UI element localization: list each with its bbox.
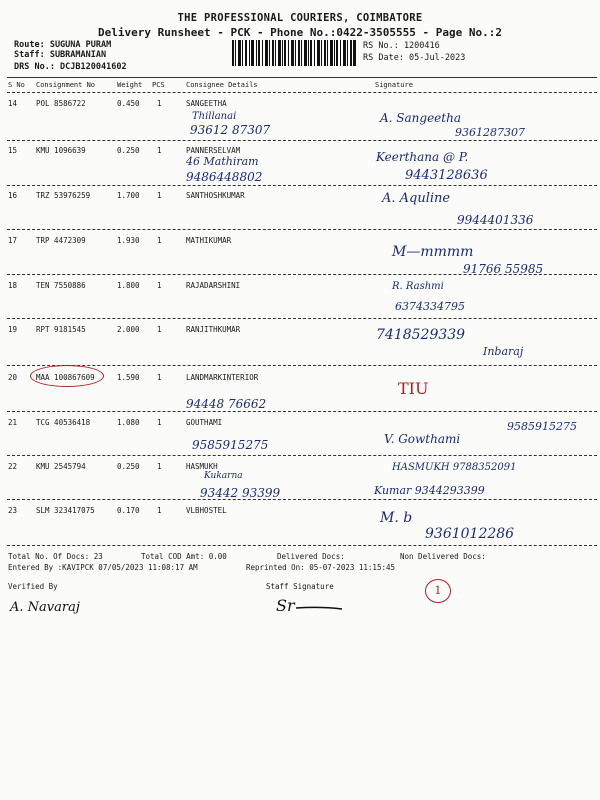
row-divider	[7, 411, 597, 412]
handwritten-note: Thillanai	[192, 111, 237, 122]
row-weight: 1.700	[117, 191, 140, 200]
signature-phone: Kumar 9344293399	[374, 484, 485, 497]
row-divider	[7, 455, 597, 456]
signature-name: R. Rashmi	[392, 281, 444, 292]
row-consignee-name: SANTHOSHKUMAR	[186, 191, 245, 200]
row-weight: 2.000	[117, 325, 140, 334]
barcode-image	[232, 40, 356, 66]
handwritten-phone: 9486448802	[186, 170, 263, 184]
total-cod: Total COD Amt: 0.00	[141, 552, 227, 561]
col-sno: S No	[8, 81, 25, 89]
handwritten-phone: 94448 76662	[186, 397, 267, 411]
row-consignee-name: MATHIKUMAR	[186, 236, 232, 245]
col-consignment: Consignment No	[36, 81, 96, 89]
total-docs: Total No. Of Docs: 23	[8, 552, 103, 561]
row-consignment: TEN 7550886	[36, 281, 86, 290]
handwritten-note: 46 Mathiram	[186, 155, 259, 168]
row-consignee-name: RAJADARSHINI	[186, 281, 241, 290]
signature-name: M. b	[380, 510, 413, 526]
handwritten-phone: 93612 87307	[190, 123, 271, 137]
signature-phone: Inbaraj	[483, 345, 524, 358]
signature-name: HASMUKH 9788352091	[392, 462, 517, 473]
company-name: THE PROFESSIONAL COURIERS, COIMBATORE	[177, 12, 423, 24]
row-divider	[7, 185, 597, 186]
verified-signature: A. Navaraj	[10, 600, 80, 615]
delivered-docs: Delivered Docs:	[277, 552, 345, 561]
row-weight: 0.250	[117, 146, 140, 155]
row-pcs: 1	[157, 506, 162, 515]
signature-phone: 9585915275	[507, 420, 577, 433]
row-weight: 1.930	[117, 236, 140, 245]
row-consignee-name: RANJITHKUMAR	[186, 325, 241, 334]
staff-label: Staff: SUBRAMANIAN	[14, 50, 107, 60]
row-consignee-name: GOUTHAMI	[186, 418, 223, 427]
signature-phone: 6374334795	[395, 300, 465, 313]
handwritten-note: Kukarna	[204, 471, 243, 481]
verified-by-label: Verified By	[8, 582, 58, 591]
row-pcs: 1	[157, 146, 162, 155]
row-consignee-name: SANGEETHA	[186, 99, 227, 108]
row-sno: 22	[8, 462, 18, 471]
row-sno: 23	[8, 506, 18, 515]
signature-phone: 91766 55985	[463, 262, 544, 276]
row-weight: 0.450	[117, 99, 140, 108]
signature-name: 7418529339	[376, 327, 466, 343]
row-divider	[7, 365, 597, 366]
handwritten-phone: 93442 93399	[200, 486, 281, 500]
col-consignee: Consignee Details	[186, 81, 258, 89]
runsheet-title: Delivery Runsheet - PCK - Phone No.:0422-3505555 - Page No.:2	[98, 26, 502, 39]
row-consignment: TRZ 53976259	[36, 191, 91, 200]
row-pcs: 1	[157, 99, 162, 108]
signature-name: V. Gowthami	[384, 432, 461, 446]
signature-name: M—mmmm	[392, 244, 474, 260]
row-weight: 1.800	[117, 281, 140, 290]
row-consignee-name: LANDMARKINTERIOR	[186, 373, 259, 382]
row-divider	[7, 545, 597, 546]
drs-number: DRS No.: DCJB120041602	[14, 62, 127, 72]
row-divider	[7, 499, 597, 500]
staff-signature: Sr	[276, 596, 295, 615]
staff-signature-label: Staff Signature	[266, 582, 334, 591]
row-weight: 0.170	[117, 506, 140, 515]
row-consignment: TRP 4472309	[36, 236, 86, 245]
signature-phone: 9944401336	[457, 213, 534, 227]
row-pcs: 1	[157, 462, 162, 471]
row-consignee-name: VLBHOSTEL	[186, 506, 227, 515]
row-pcs: 1	[157, 236, 162, 245]
circled-number: 1	[425, 579, 451, 603]
row-sno: 18	[8, 281, 18, 290]
row-weight: 0.250	[117, 462, 140, 471]
signature-name: A. Sangeetha	[380, 111, 461, 125]
staff-signature-stroke	[276, 598, 346, 618]
route-label: Route: SUGUNA PURAM	[14, 40, 112, 50]
row-sno: 17	[8, 236, 18, 245]
row-divider	[7, 274, 597, 275]
row-divider	[7, 140, 597, 141]
row-consignment: TCG 40536418	[36, 418, 91, 427]
non-delivered-docs: Non Delivered Docs:	[400, 552, 486, 561]
signature-phone: 9361287307	[455, 126, 525, 139]
row-sno: 21	[8, 418, 18, 427]
row-consignment: RPT 9181545	[36, 325, 86, 334]
row-consignee-name: HASMUKH	[186, 462, 218, 471]
row-divider	[7, 318, 597, 319]
row-sno: 15	[8, 146, 18, 155]
signature-name: Keerthana @ P.	[376, 150, 469, 164]
row-pcs: 1	[157, 191, 162, 200]
row-pcs: 1	[157, 418, 162, 427]
header-divider	[7, 77, 597, 78]
column-header-divider	[7, 92, 597, 93]
row-weight: 1.080	[117, 418, 140, 427]
row-sno: 14	[8, 99, 18, 108]
col-weight: Weight	[117, 81, 143, 89]
col-pcs: PCS	[152, 81, 165, 89]
signature-phone: 9443128636	[405, 168, 488, 183]
row-consignment: MAA 100867609	[36, 373, 95, 382]
row-pcs: 1	[157, 281, 162, 290]
entered-by: Entered By :KAVIPCK 07/05/2023 11:08:17 AM	[8, 563, 198, 572]
row-pcs: 1	[157, 373, 162, 382]
row-consignment: KMU 2545794	[36, 462, 86, 471]
signature-name: A. Aquline	[382, 191, 451, 206]
red-circle-mark	[30, 365, 104, 387]
col-signature: Signature	[375, 81, 413, 89]
row-weight: 1.590	[117, 373, 140, 382]
signature-name: TIU	[398, 379, 429, 398]
row-sno: 16	[8, 191, 18, 200]
row-consignment: POL 8586722	[36, 99, 86, 108]
row-pcs: 1	[157, 325, 162, 334]
signature-phone: 9361012286	[425, 526, 515, 542]
row-consignee-name: PANNERSELVAM	[186, 146, 241, 155]
row-sno: 19	[8, 325, 18, 334]
row-sno: 20	[8, 373, 18, 382]
rs-number: RS No.: 1200416	[363, 41, 440, 51]
handwritten-phone: 9585915275	[192, 438, 269, 452]
rs-date: RS Date: 05-Jul-2023	[363, 53, 466, 63]
row-consignment: KMU 1096639	[36, 146, 86, 155]
row-divider	[7, 229, 597, 230]
row-consignment: SLM 323417075	[36, 506, 95, 515]
reprinted-on: Reprinted On: 05-07-2023 11:15:45	[246, 563, 396, 572]
